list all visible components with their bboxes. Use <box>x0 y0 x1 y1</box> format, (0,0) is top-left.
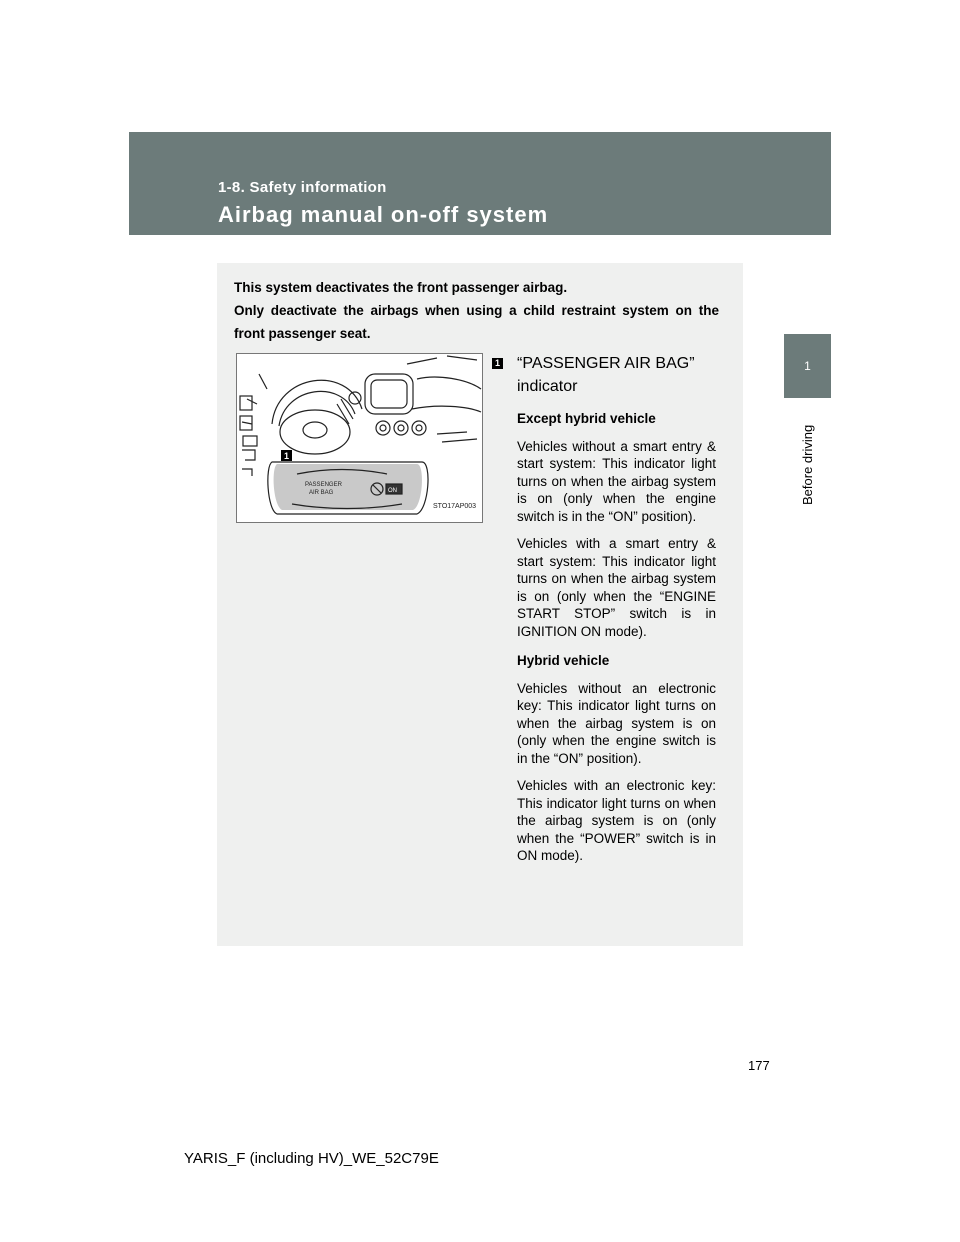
page-number: 177 <box>748 1058 770 1073</box>
except-hybrid-paragraph-2: Vehicles with a smart entry & start system: This indicator light turns on when the airbag system is on (only when the “ENGINE START STOP” switch is in IGNITION ON mode). <box>517 536 716 639</box>
panel-label-line-2: AIR BAG <box>309 490 334 496</box>
indicator-description <box>491 352 716 865</box>
content-box <box>217 263 743 946</box>
intro-text <box>234 276 719 345</box>
indicator-body <box>517 410 716 865</box>
indicator-marker: 1 <box>492 358 503 369</box>
except-hybrid-paragraph-1: Vehicles without a smart entry & start system: This indicator light turns on when the airbag system is on (only when the engine switch is in the “ON” position). <box>517 438 716 524</box>
indicator-title: “PASSENGER AIR BAG” indicator <box>517 355 695 395</box>
hybrid-paragraph-1: Vehicles without an electronic key: This indicator light turns on when the airbag system is on (only when the engine switch is in the “ON” position). <box>517 680 716 766</box>
page-header <box>129 132 831 235</box>
panel-label-line-1: PASSENGER <box>305 482 342 488</box>
panel-on-label: ON <box>388 488 397 494</box>
hybrid-paragraph-2: Vehicles with an electronic key: This indicator light turns on when the airbag system is on (only when the “POWER” switch is in ON mode). <box>517 778 716 863</box>
dashboard-drawing <box>237 354 482 522</box>
page-title: Airbag manual on-off system <box>218 202 549 227</box>
figure-code: STO17AP003 <box>433 503 477 510</box>
section-label: 1-8. Safety information <box>218 179 387 196</box>
chapter-label-container <box>800 405 816 505</box>
intro-line-2: Only deactivate the airbags when using a child restraint system on the front passenger seat. <box>234 303 719 341</box>
hybrid-heading: Hybrid vehicle <box>517 653 610 668</box>
dashboard-illustration <box>236 353 483 523</box>
chapter-tab[interactable]: 1 <box>784 334 831 398</box>
indicator-heading <box>491 352 716 398</box>
chapter-label: Before driving <box>800 424 815 505</box>
figure-callout-number: 1 <box>283 451 290 461</box>
document-footer: YARIS_F (including HV)_WE_52C79E <box>184 1150 439 1167</box>
intro-line-1: This system deactivates the front passenger airbag. <box>234 280 568 295</box>
except-hybrid-heading: Except hybrid vehicle <box>517 411 656 426</box>
